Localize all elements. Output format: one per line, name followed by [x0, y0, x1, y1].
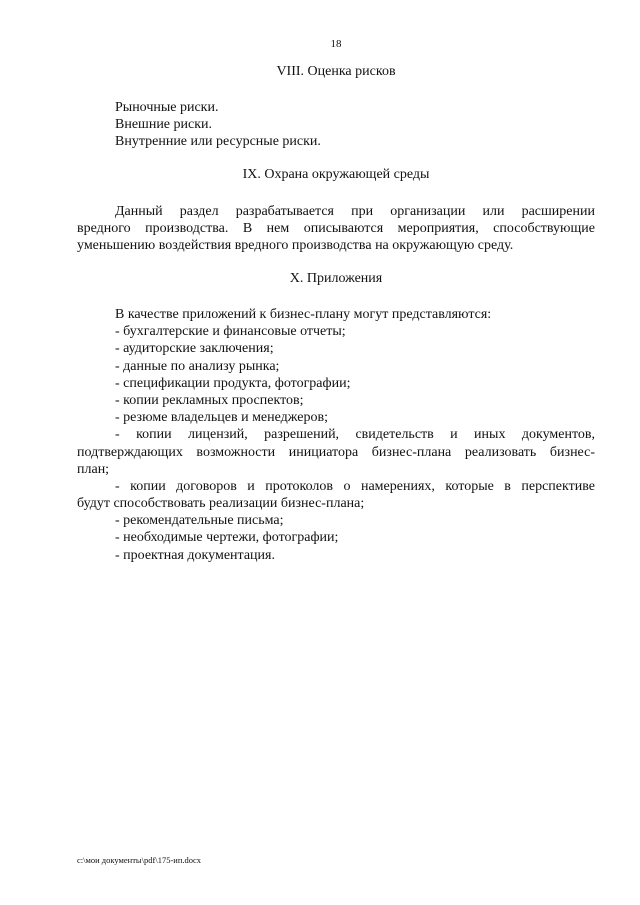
- risks-list: [115, 99, 321, 151]
- list-item: - копии рекламных проспектов;: [115, 392, 304, 408]
- list-item: - рекомендательные письма;: [115, 513, 284, 529]
- section-heading-risks: VIII. Оценка рисков: [276, 64, 396, 79]
- list-item: - резюме владельцев и менеджеров;: [115, 410, 328, 426]
- list-item-continuation: будут способствовать реализации бизнес-плана;: [77, 496, 365, 512]
- section-heading-environment: IX. Охрана окружающей среды: [242, 167, 430, 182]
- list-item: - бухгалтерские и финансовые отчеты;: [115, 324, 346, 340]
- list-item: Внутренние или ресурсные риски.: [115, 134, 321, 150]
- list-item: - спецификации продукта, фотографии;: [115, 375, 351, 391]
- paragraph-line: вредного производства. В нем описываются мероприятия, способствующие: [77, 221, 595, 237]
- paragraph-line: Данный раздел разрабатывается при организации или расширении: [115, 204, 595, 219]
- environment-paragraph: [77, 203, 595, 255]
- list-item-continuation: план;: [77, 461, 110, 477]
- list-item: Внешние риски.: [115, 117, 213, 133]
- list-item: - необходимые чертежи, фотографии;: [115, 530, 339, 546]
- list-item: - данные по анализу рынка;: [115, 358, 280, 374]
- list-item: Рыночные риски.: [115, 100, 219, 115]
- list-item: - копии договоров и протоколов о намерениях, которые в перспективе: [115, 478, 595, 494]
- list-item: - проектная документация.: [115, 547, 275, 563]
- appendices-intro: В качестве приложений к бизнес-плану могут представляются:: [115, 307, 492, 322]
- list-item: - копии лицензий, разрешений, свидетельств и иных документов,: [115, 427, 595, 443]
- paragraph-line: уменьшению воздействия вредного производства на окружающую среду.: [77, 238, 514, 254]
- list-item-continuation: подтверждающих возможности инициатора бизнес-плана реализовать бизнес-: [77, 444, 595, 460]
- list-item: - аудиторские заключения;: [115, 341, 274, 357]
- appendices-block: [77, 306, 595, 564]
- page-number: 18: [330, 38, 342, 50]
- section-heading-appendices: X. Приложения: [289, 271, 383, 286]
- file-path-footer: c:\мои документы\pdf\175-ип.docx: [77, 855, 202, 865]
